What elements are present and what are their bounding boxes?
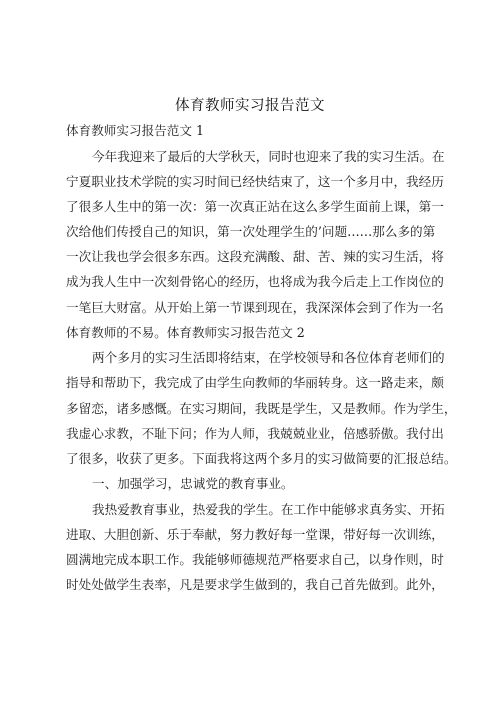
paragraph-line: 宁夏职业技术学院的实习时间已经快结束了，这一个多月中，我经历: [66, 174, 444, 189]
paragraph-line: 了很多，收获了更多。下面我将这两个多月的实习做简要的汇报总结。: [66, 451, 457, 466]
paragraph-line: 次给他们传授自己的知识，第一次处理学生的’问题……那么多的第: [66, 224, 436, 239]
paragraph-line: 多留恋，诸多感慨。在实习期间，我既是学生，又是教师。作为学生，: [66, 401, 457, 416]
paragraph-line: 我虚心求教，不耻下问；作为人师，我兢兢业业，倍感骄傲。我付出: [66, 426, 444, 441]
section-heading-1: 体育教师实习报告范文 1: [66, 123, 204, 138]
paragraph-line: 一笔巨大财富。从开始上第一节课到现在，我深深体会到了作为一名: [66, 300, 444, 315]
paragraph-line-with-heading: 体育教师的不易。体育教师实习报告范文 2: [66, 325, 305, 340]
paragraph-line: 时处处做学生表率，凡是要求学生做到的，我自己首先做到。此外，: [66, 577, 444, 592]
paragraph-line: 两个多月的实习生活即将结束，在学校领导和各位体育老师们的: [92, 350, 445, 365]
paragraph-line: 我热爱教育事业，热爱我的学生。在工作中能够求真务实、开拓: [92, 502, 445, 517]
paragraph-line: 了很多人生中的第一次：第一次真正站在这么多学生面前上课，第一: [66, 199, 444, 214]
paragraph-line: 指导和帮助下，我完成了由学生向教师的华丽转身。这一路走来，颇: [66, 375, 444, 390]
document-title: 体育教师实习报告范文: [175, 98, 325, 114]
paragraph-line: 进取、大胆创新、乐于奉献，努力教好每一堂课，带好每一次训练，: [66, 527, 444, 542]
paragraph-line: 一次让我也学会很多东西。这段充满酸、甜、苦、辣的实习生活，将: [66, 249, 444, 264]
paragraph-line: 今年我迎来了最后的大学秋天，同时也迎来了我的实习生活。在: [92, 149, 445, 164]
section-heading-2: 一、加强学习，忠诚党的教育事业。: [92, 476, 294, 491]
paragraph-line: 成为我人生中一次刻骨铭心的经历，也将成为我今后走上工作岗位的: [66, 274, 444, 289]
paragraph-line: 圆满地完成本职工作。我能够师德规范严格要求自己，以身作则，时: [66, 552, 444, 567]
